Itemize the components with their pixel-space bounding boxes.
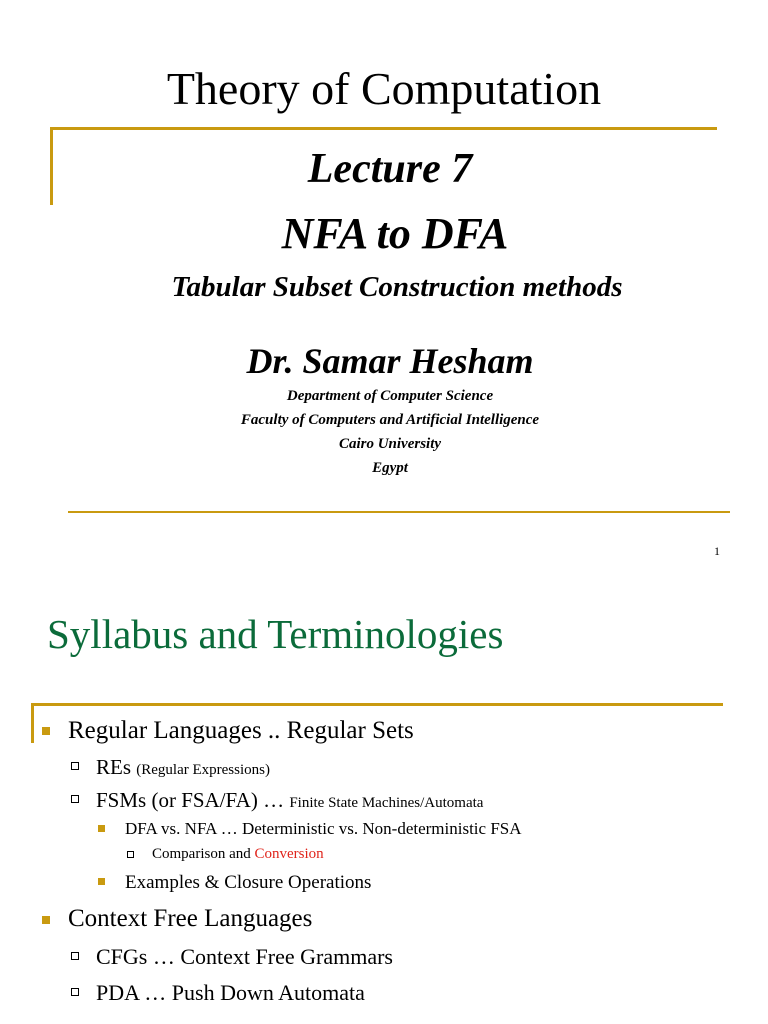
lecture-subtopic: Tabular Subset Construction methods [171, 271, 623, 303]
square-bullet-icon [98, 825, 105, 832]
list-item [96, 944, 393, 970]
list-item [68, 905, 312, 933]
list-item-text: Examples & Closure Operations [125, 872, 372, 893]
square-bullet-icon [98, 878, 105, 885]
affiliation-department: Department of Computer Science [286, 388, 494, 404]
list-item-text: Comparison and [152, 846, 251, 862]
list-item-text: PDA … Push Down Automata [96, 980, 365, 1005]
list-item-text: REs [96, 755, 132, 779]
list-item [96, 755, 270, 780]
list-item [68, 717, 414, 745]
list-item [152, 846, 324, 863]
square-bullet-icon [42, 916, 50, 924]
list-item [125, 872, 371, 894]
page-number: 1 [714, 544, 720, 558]
hollow-square-bullet-icon [71, 762, 79, 770]
affiliation-country: Egypt [372, 460, 408, 476]
lecture-number: Lecture 7 [307, 146, 473, 192]
course-title: Theory of Computation [166, 63, 602, 114]
list-item-highlight: Conversion [254, 846, 324, 862]
title-rule-vertical [31, 703, 34, 743]
list-item-text: FSMs (or FSA/FA) … [96, 788, 285, 812]
list-item-text: DFA vs. NFA … Deterministic vs. Non-deterministic FSA [125, 819, 522, 838]
list-item-note: (Regular Expressions) [136, 762, 270, 778]
hollow-square-bullet-icon [71, 795, 79, 803]
list-item [96, 788, 483, 813]
affiliation-faculty: Faculty of Computers and Artificial Intelligence [240, 412, 540, 428]
hollow-square-bullet-icon [71, 952, 79, 960]
list-item-text: Context Free Languages [68, 905, 313, 932]
slide-syllabus [0, 577, 768, 1024]
affiliation-university: Cairo University [338, 436, 442, 452]
hollow-square-bullet-icon [71, 988, 79, 996]
square-bullet-icon [42, 727, 50, 735]
slide-title-syllabus: Syllabus and Terminologies [47, 611, 504, 657]
list-item-note: Finite State Machines/Automata [289, 795, 484, 811]
list-item [125, 819, 522, 839]
title-rule-horizontal [50, 127, 717, 130]
list-item [96, 980, 365, 1006]
lecture-topic: NFA to DFA [281, 209, 509, 258]
list-item-text: CFGs … Context Free Grammars [96, 944, 393, 969]
list-item-text: Regular Languages .. Regular Sets [68, 717, 414, 744]
title-rule-horizontal [31, 703, 723, 706]
footer-rule [68, 511, 730, 513]
hollow-square-bullet-icon [127, 851, 134, 858]
author-name: Dr. Samar Hesham [246, 341, 534, 381]
